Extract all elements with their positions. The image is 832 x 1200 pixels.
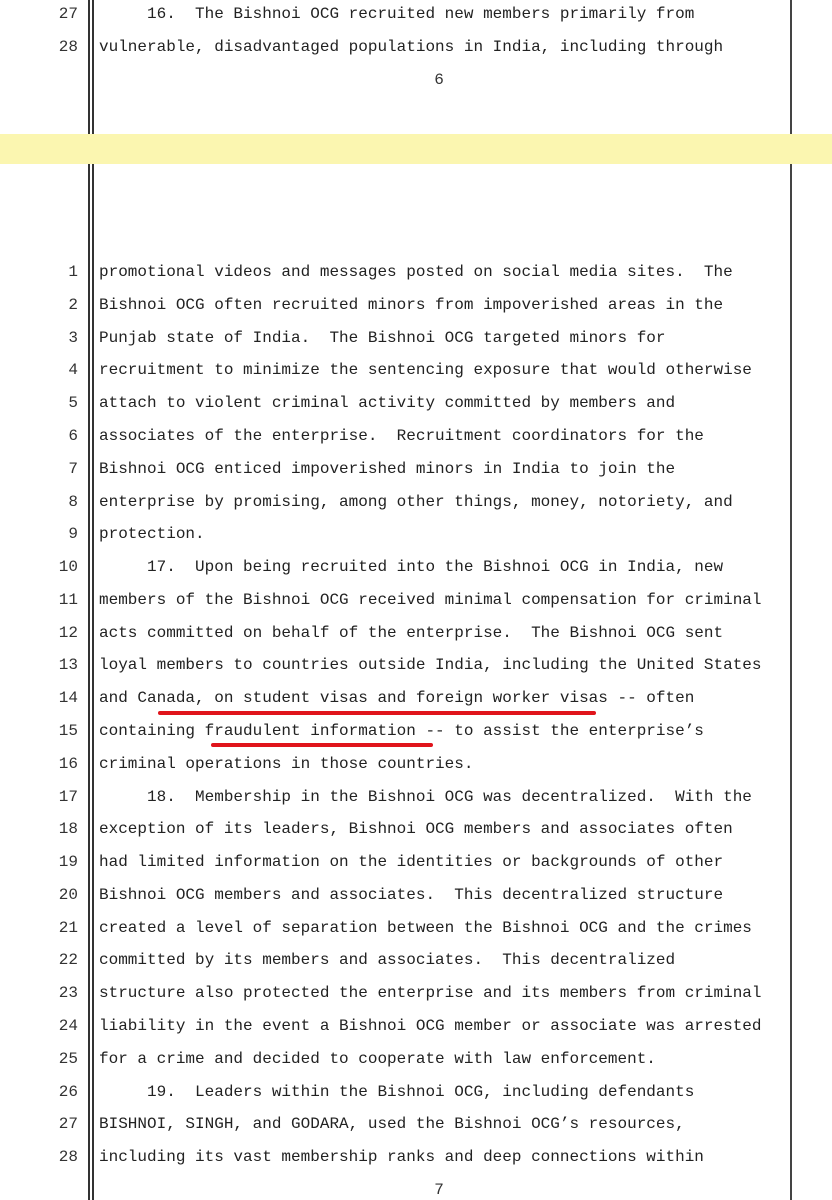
page-7 — [0, 164, 832, 1200]
document-line: and Canada, on student visas and foreign worker visas -- often — [99, 689, 695, 707]
red-underline-annotation — [158, 711, 596, 715]
document-line: members of the Bishnoi OCG received minimal compensation for criminal — [99, 591, 762, 609]
line-number: 14 — [58, 689, 78, 707]
line-number: 5 — [68, 394, 78, 412]
line-number: 28 — [58, 1148, 78, 1166]
line-number: 1 — [68, 263, 78, 281]
line-number: 16 — [58, 755, 78, 773]
document-line: liability in the event a Bishnoi OCG member or associate was arrested — [99, 1017, 762, 1035]
document-line: vulnerable, disadvantaged populations in India, including through — [99, 38, 724, 56]
line-number: 26 — [58, 1083, 78, 1101]
line-number: 8 — [68, 493, 78, 511]
right-margin-rule — [790, 0, 792, 134]
document-line: for a crime and decided to cooperate with law enforcement. — [99, 1050, 656, 1068]
line-number: 24 — [58, 1017, 78, 1035]
line-number: 15 — [58, 722, 78, 740]
line-number: 27 — [58, 5, 78, 23]
document-line: criminal operations in those countries. — [99, 755, 474, 773]
document-line: enterprise by promising, among other things, money, notoriety, and — [99, 493, 733, 511]
document-line: committed by its members and associates. This decentralized — [99, 951, 676, 969]
document-line: structure also protected the enterprise and its members from criminal — [99, 984, 762, 1002]
document-line: created a level of separation between the Bishnoi OCG and the crimes — [99, 919, 752, 937]
document-line: protection. — [99, 525, 205, 543]
line-number: 12 — [58, 624, 78, 642]
document-line: 17. Upon being recruited into the Bishnoi OCG in India, new — [99, 558, 724, 576]
line-number: 4 — [68, 361, 78, 379]
document-line: 18. Membership in the Bishnoi OCG was decentralized. With the — [99, 788, 752, 806]
line-number: 3 — [68, 329, 78, 347]
red-underline-annotation — [211, 743, 433, 747]
document-line: Bishnoi OCG often recruited minors from impoverished areas in the — [99, 296, 724, 314]
page-6-fragment — [0, 0, 832, 134]
line-number: 17 — [58, 788, 78, 806]
document-line: associates of the enterprise. Recruitment coordinators for the — [99, 427, 704, 445]
line-number: 9 — [68, 525, 78, 543]
left-margin-rule-outer — [88, 164, 90, 1200]
document-line: promotional videos and messages posted on social media sites. The — [99, 263, 733, 281]
document-line: Bishnoi OCG members and associates. This decentralized structure — [99, 886, 724, 904]
line-number: 2 — [68, 296, 78, 314]
page-number: 6 — [434, 71, 444, 89]
page-number: 7 — [434, 1181, 444, 1199]
document-line: loyal members to countries outside India, including the United States — [99, 656, 762, 674]
line-number: 20 — [58, 886, 78, 904]
left-margin-rule-outer — [88, 0, 90, 134]
line-number: 11 — [58, 591, 78, 609]
line-number: 7 — [68, 460, 78, 478]
line-number: 19 — [58, 853, 78, 871]
line-number: 25 — [58, 1050, 78, 1068]
document-line: BISHNOI, SINGH, and GODARA, used the Bishnoi OCG’s resources, — [99, 1115, 685, 1133]
document-line: acts committed on behalf of the enterprise. The Bishnoi OCG sent — [99, 624, 724, 642]
document-line: 16. The Bishnoi OCG recruited new members primarily from — [99, 5, 695, 23]
right-margin-rule — [790, 164, 792, 1200]
left-margin-rule-inner — [92, 0, 94, 134]
document-line: recruitment to minimize the sentencing exposure that would otherwise — [99, 361, 752, 379]
document-line: Punjab state of India. The Bishnoi OCG targeted minors for — [99, 329, 666, 347]
document-line: attach to violent criminal activity committed by members and — [99, 394, 676, 412]
line-number: 23 — [58, 984, 78, 1002]
line-number: 22 — [58, 951, 78, 969]
line-number: 21 — [58, 919, 78, 937]
document-line: 19. Leaders within the Bishnoi OCG, including defendants — [99, 1083, 695, 1101]
document-line: including its vast membership ranks and deep connections within — [99, 1148, 704, 1166]
line-number: 6 — [68, 427, 78, 445]
line-number: 18 — [58, 820, 78, 838]
line-number: 13 — [58, 656, 78, 674]
left-margin-rule-inner — [92, 164, 94, 1200]
line-number: 10 — [58, 558, 78, 576]
document-line: Bishnoi OCG enticed impoverished minors in India to join the — [99, 460, 676, 478]
page-break-highlight — [0, 134, 832, 164]
line-number: 27 — [58, 1115, 78, 1133]
document-line: containing fraudulent information -- to assist the enterprise’s — [99, 722, 704, 740]
document-line: exception of its leaders, Bishnoi OCG members and associates often — [99, 820, 733, 838]
document-line: had limited information on the identities or backgrounds of other — [99, 853, 724, 871]
line-number: 28 — [58, 38, 78, 56]
